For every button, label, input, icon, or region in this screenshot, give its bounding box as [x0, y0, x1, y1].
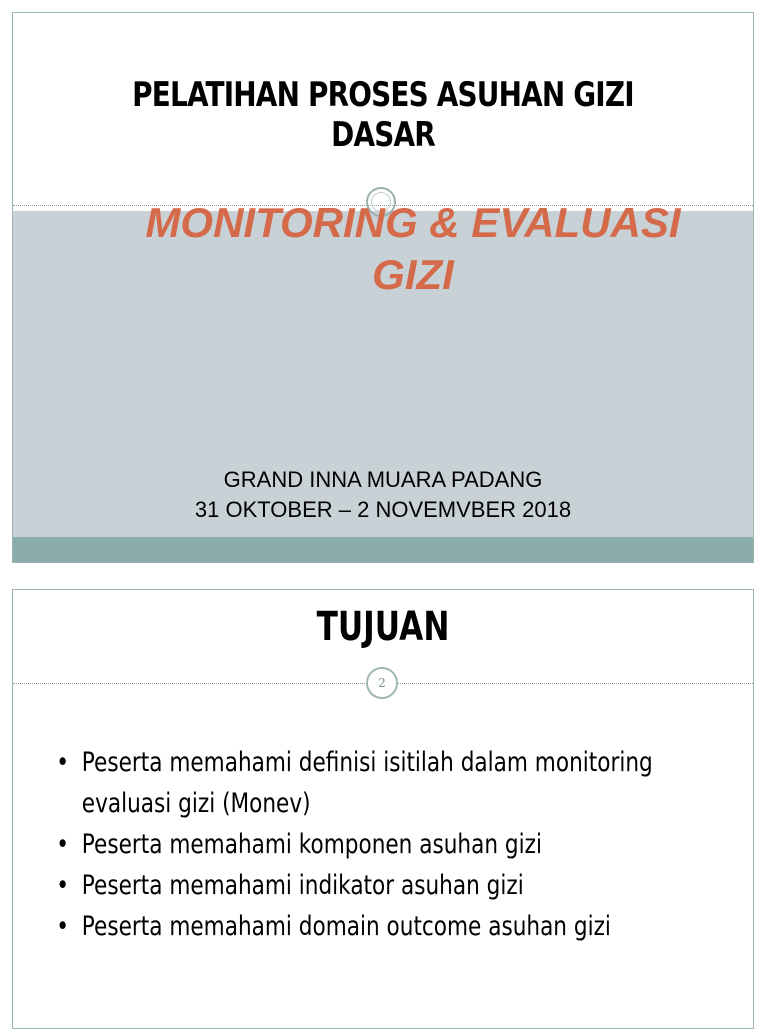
slide-title: TUJUAN — [316, 604, 450, 650]
title-slide — [12, 12, 754, 563]
main-title: MONITORING & EVALUASI GIZI — [145, 199, 681, 298]
page-number-badge: 2 — [366, 667, 398, 699]
event-dates: 31 OKTOBER – 2 NOVEMVBER 2018 — [194, 497, 572, 522]
list-item: • Peserta memahami definisi isitilah dalam monitoring evaluasi gizi (Monev) — [53, 742, 742, 824]
objectives-list — [53, 742, 713, 947]
venue-name: GRAND INNA MUARA PADANG — [223, 467, 543, 492]
list-item: • Peserta memahami indikator asuhan gizi — [53, 865, 742, 906]
list-item: • Peserta memahami komponen asuhan gizi — [53, 824, 742, 865]
objectives-slide — [12, 589, 754, 1029]
training-title: PELATIHAN PROSES ASUHAN GIZI DASAR — [132, 75, 634, 155]
list-item: • Peserta memahami domain outcome asuhan gizi — [53, 906, 742, 947]
event-location — [13, 465, 753, 525]
footer-band — [13, 537, 753, 563]
